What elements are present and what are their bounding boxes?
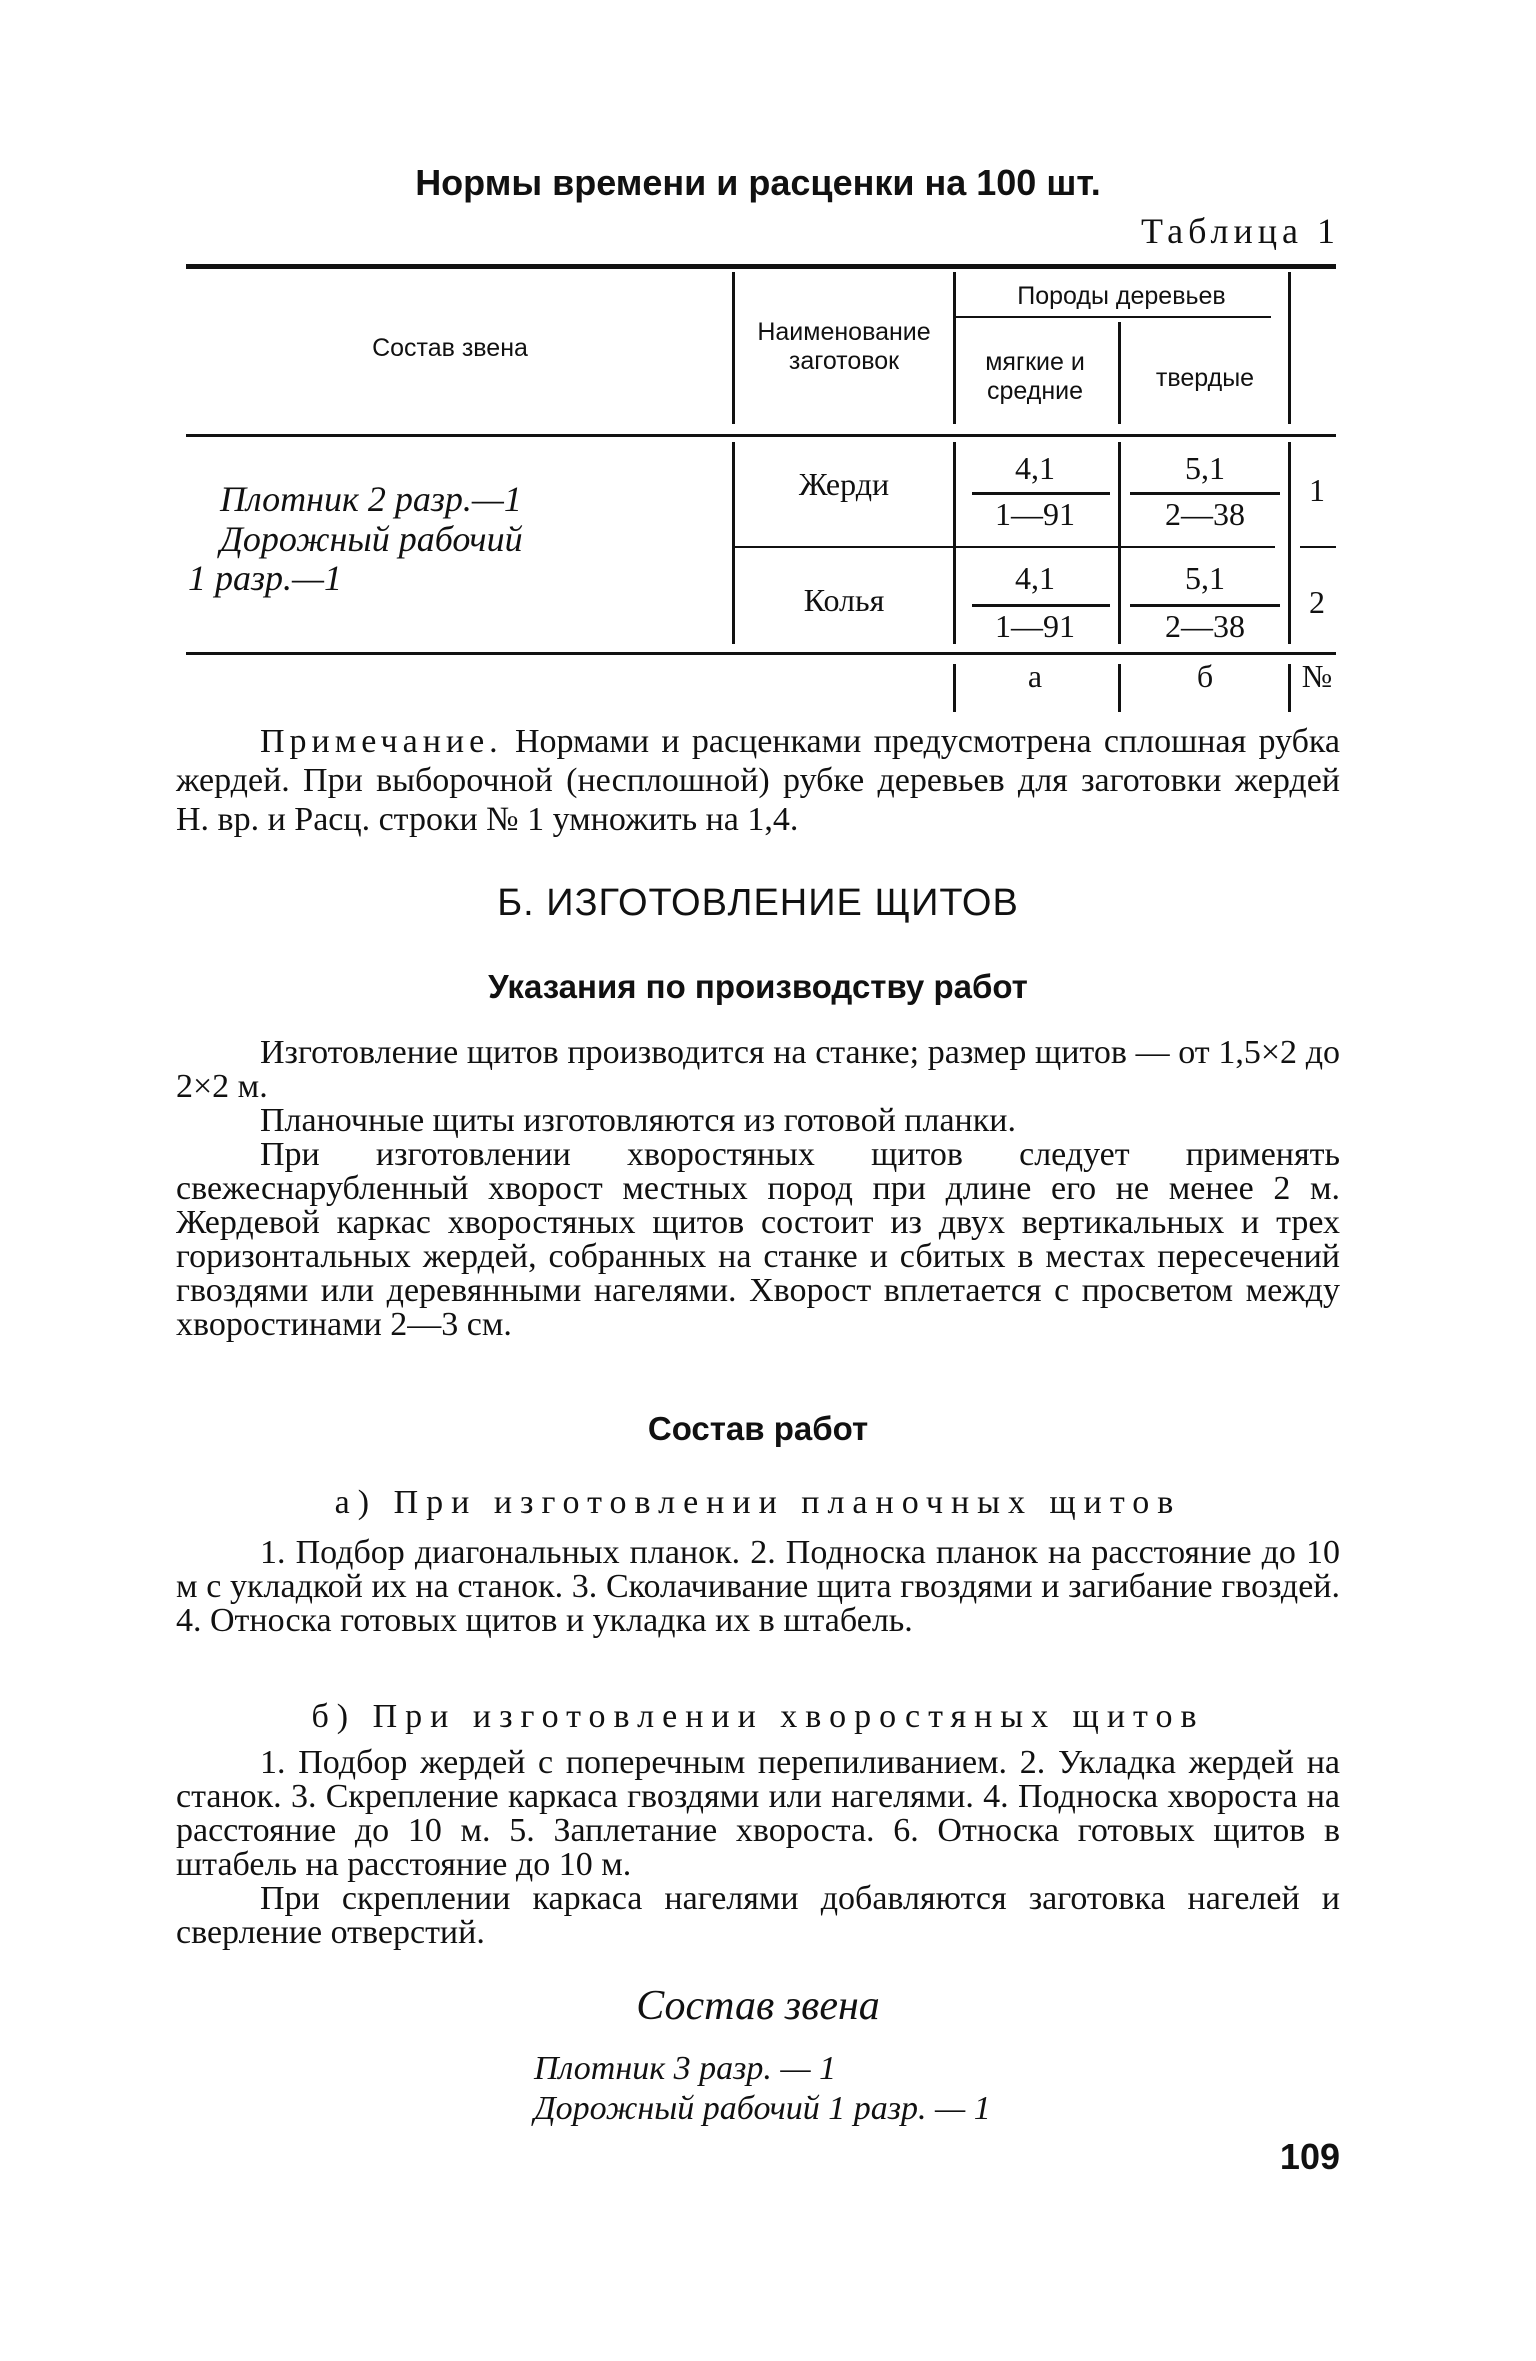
row-number: 2 <box>1309 584 1325 620</box>
instructions-block <box>176 1036 1340 1342</box>
row-divider <box>735 546 1275 548</box>
table-label: Таблица 1 <box>1141 211 1340 251</box>
row-soft-rate: 1—91 <box>995 608 1075 644</box>
table-vline <box>1288 664 1291 712</box>
fraction-line <box>1130 492 1280 495</box>
row-name: Жерди <box>798 466 890 502</box>
note-text: Нормами и расценками предусмотрена сплошная рубка жердей. При выборочной (несплошной) рубке деревьев для заготовки жердей Н. вр. и Расц. строки № 1 умножить на 1,4. <box>176 723 1341 838</box>
table-vline <box>1288 442 1291 644</box>
work-b-title: б) При изготовлении хворостяных щитов <box>311 1698 1205 1735</box>
paragraph: При скреплении каркаса нагелями добавляются заготовка нагелей и сверление отверстий. <box>176 1880 1340 1951</box>
table-vline <box>953 664 956 712</box>
table-bottom-rule <box>186 652 1336 655</box>
section-title: Б. ИЗГОТОВЛЕНИЕ ЩИТОВ <box>497 882 1019 924</box>
row-number: 1 <box>1309 472 1325 508</box>
work-title: Состав работ <box>647 1410 869 1447</box>
paragraph: 1. Подбор диагональных планок. 2. Подноска планок на расстояние до 10 м с укладкой их на станок. 3. Сколачивание щита гвоздями и загибание гвоздей. 4. Относка готовых щитов и укладка их в штабель. <box>176 1534 1340 1639</box>
header-soft: мягкие и средние <box>985 348 1085 405</box>
table-heading: Нормы времени и расценки на 100 шт. <box>415 162 1101 203</box>
paragraph: При изготовлении хворостяных щитов следует применять свежеснарубленный хворост местных пород при длине его не менее 2 м. Жердевой каркас хворостяных щитов состоит из двух вертикальных и трех горизонтальных жердей, собранных на станке и сбитых в местах пересечений гвоздями или деревянными нагелями. Хворост вплетается с просветом между хворостинами 2—3 см. <box>176 1136 1340 1343</box>
header-name: Наименование заготовок <box>757 318 931 375</box>
table-vline <box>1118 442 1121 644</box>
footer-b: б <box>1196 658 1214 694</box>
header-species: Породы деревьев <box>1017 282 1226 310</box>
row-soft-norm: 4,1 <box>1015 450 1055 486</box>
paragraph: 1. Подбор жердей с поперечным перепиливанием. 2. Укладка жердей на станок. 3. Скрепление каркаса гвоздями или нагелями. 4. Подноска хвороста на расстояние до 10 м. 5. Заплетание хвороста. 6. Относка готовых щитов в штабель на расстояние до 10 м. <box>176 1744 1340 1883</box>
footer-num: № <box>1301 658 1333 694</box>
row-hard-rate: 2—38 <box>1165 496 1245 532</box>
table-vline <box>1118 664 1121 712</box>
crew-title: Состав звена <box>636 1983 880 2029</box>
fraction-line <box>972 604 1110 607</box>
row-name: Колья <box>803 582 885 618</box>
paragraph: Изготовление щитов производится на станке; размер щитов — от 1,5×2 до 2×2 м. <box>176 1034 1340 1105</box>
fraction-line <box>1130 604 1280 607</box>
table-vline <box>953 442 956 644</box>
header-hard: твердые <box>1155 364 1255 392</box>
header-crew: Состав звена <box>372 334 528 362</box>
work-a-block <box>176 1536 1340 1638</box>
table-vline <box>1288 272 1291 424</box>
fraction-line <box>972 492 1110 495</box>
row-hard-norm: 5,1 <box>1185 450 1225 486</box>
table-top-rule <box>186 264 1336 269</box>
table-crew-line: Дорожный рабочий <box>220 518 523 559</box>
row-hard-norm: 5,1 <box>1185 560 1225 596</box>
footer-a: а <box>1027 658 1043 694</box>
row-soft-norm: 4,1 <box>1015 560 1055 596</box>
row-hard-rate: 2—38 <box>1165 608 1245 644</box>
crew-line: Плотник 3 разр. — 1 <box>534 2050 837 2087</box>
table-vline <box>1118 322 1121 424</box>
table-crew-line: Плотник 2 разр.—1 <box>220 479 522 519</box>
crew-line: Дорожный рабочий 1 разр. — 1 <box>534 2090 991 2127</box>
row-soft-rate: 1—91 <box>995 496 1075 532</box>
work-a-title: а) При изготовлении планочных щитов <box>334 1484 1182 1521</box>
note-label: Примечание. <box>260 723 503 760</box>
instructions-title: Указания по производству работ <box>488 968 1028 1005</box>
table-header-rule <box>186 434 1336 437</box>
species-rule <box>955 316 1271 318</box>
page-number: 109 <box>1279 2136 1340 2177</box>
table-crew <box>188 479 523 599</box>
table-note <box>176 722 1340 839</box>
paragraph: Планочные щиты изготовляются из готовой планки. <box>260 1102 1016 1139</box>
work-b-block <box>176 1746 1340 1950</box>
table-crew-line: 1 разр.—1 <box>188 558 343 599</box>
num-divider <box>1300 546 1336 548</box>
